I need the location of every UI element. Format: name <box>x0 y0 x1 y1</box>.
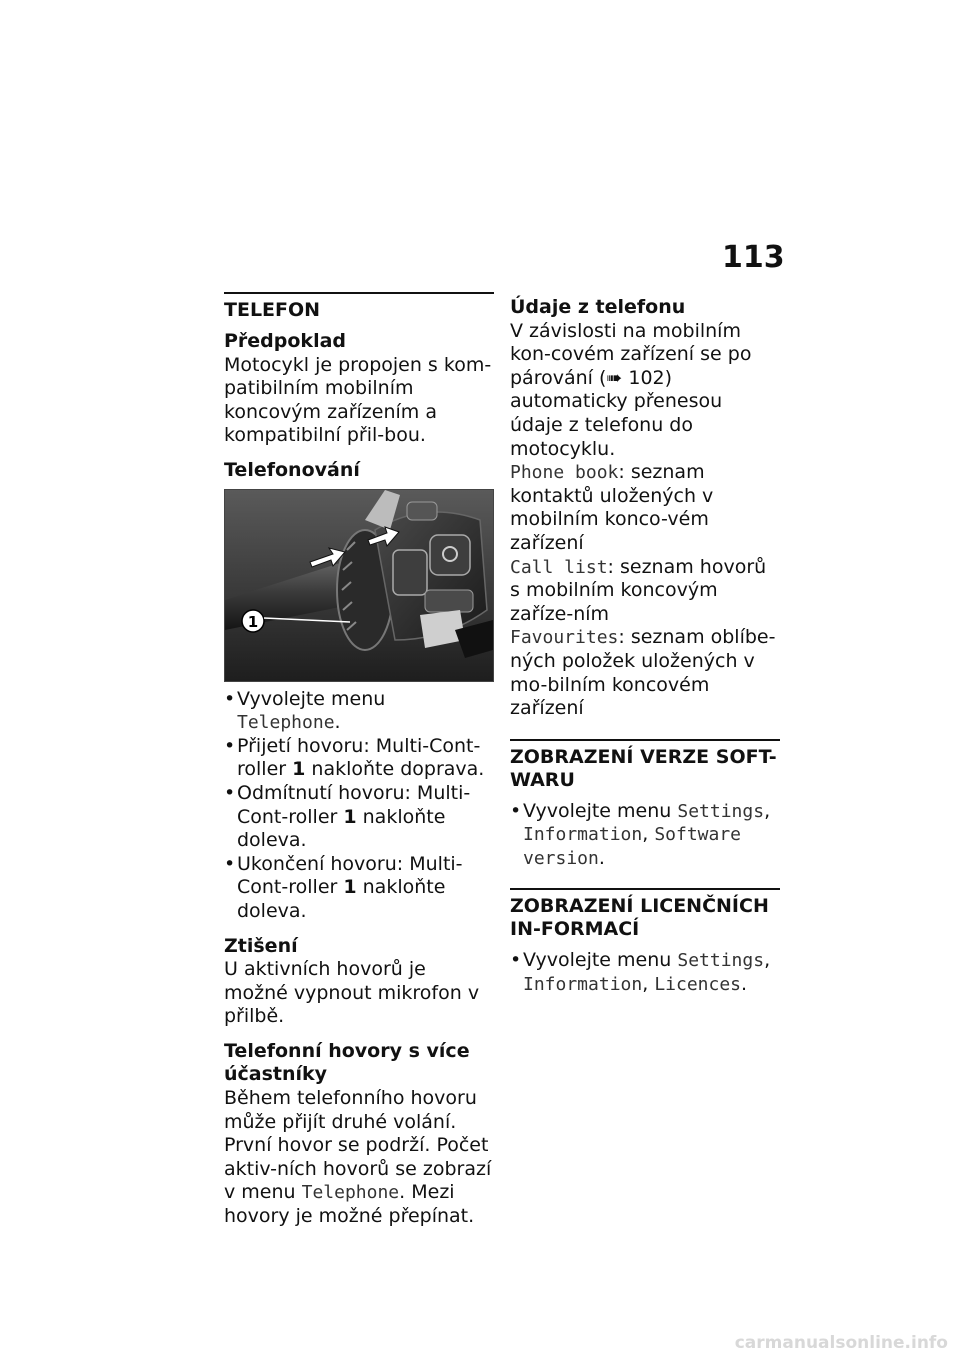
page-number: 113 <box>722 240 785 275</box>
section-divider <box>510 888 780 890</box>
list-item: • Přijetí hovoru: Multi-Cont-roller 1 nakloňte doprava. <box>224 735 494 782</box>
software-steps-list <box>510 800 780 871</box>
mute-heading: Ztišení <box>224 934 298 957</box>
phone-data-item: Favourites: seznam oblíbe-ných položek uložených v mo-bilním koncovém zařízení <box>510 626 776 720</box>
prerequisite-heading: Předpoklad <box>224 330 347 352</box>
right-column <box>510 292 780 997</box>
figure-callout-label: 1 <box>247 612 259 631</box>
list-item: • Vyvolejte menu Settings, Information, Software version. <box>510 800 780 871</box>
section-divider <box>224 292 494 294</box>
calling-steps-list <box>224 688 494 924</box>
section-title-telefon: TELEFON <box>224 299 321 321</box>
list-item: • Vyvolejte menu Telephone. <box>224 688 494 735</box>
cross-reference-arrow-icon: ➠ <box>606 366 623 389</box>
calling-heading: Telefonování <box>224 458 360 481</box>
list-item: • Vyvolejte menu Settings, Information, Licences. <box>510 949 780 996</box>
section-divider <box>510 739 780 741</box>
licence-steps-list <box>510 949 780 996</box>
section-title-software: ZOBRAZENÍ VERZE SOFT-WARU <box>510 745 777 791</box>
watermark-footer: carmanualsonline.info <box>734 1333 948 1354</box>
phone-data-item: Phone book: seznam kontaktů uložených v mobilním konco-vém zařízení <box>510 461 714 554</box>
phone-data-text: V závislosti na mobilním kon-covém zařízení se po párování (➠ 102) automaticky přenesou údaje z telefonu do motocyklu. <box>510 319 752 460</box>
handlebar-illustration <box>225 490 493 681</box>
list-item: • Ukončení hovoru: Multi-Cont-roller 1 nakloňte doleva. <box>224 853 494 924</box>
section-title-licences: ZOBRAZENÍ LICENČNÍCH IN-FORMACÍ <box>510 895 769 941</box>
multi-party-text: Během telefonního hovoru může přijít druhé volání. První hovor se podrží. Počet aktiv-ních hovorů se zobrazí v menu Telephone. Mezi hovory je možné přepínat. <box>224 1087 492 1228</box>
mute-text: U aktivních hovorů je možné vypnout mikrofon v přilbě. <box>224 958 480 1028</box>
multi-party-heading: Telefonní hovory s více účastníky <box>224 1039 470 1086</box>
list-item: • Odmítnutí hovoru: Multi-Cont-roller 1 nakloňte doleva. <box>224 782 494 853</box>
prerequisite-text: Motocykl je propojen s kom-patibilním mobilním koncovým zařízením a kompatibilní přil-bou. <box>224 353 492 447</box>
phone-data-heading: Údaje z telefonu <box>510 296 686 318</box>
handlebar-controller-image <box>224 489 494 682</box>
phone-data-item: Call list: seznam hovorů s mobilním koncovým zaříze-ním <box>510 555 767 625</box>
left-column <box>224 292 494 1229</box>
